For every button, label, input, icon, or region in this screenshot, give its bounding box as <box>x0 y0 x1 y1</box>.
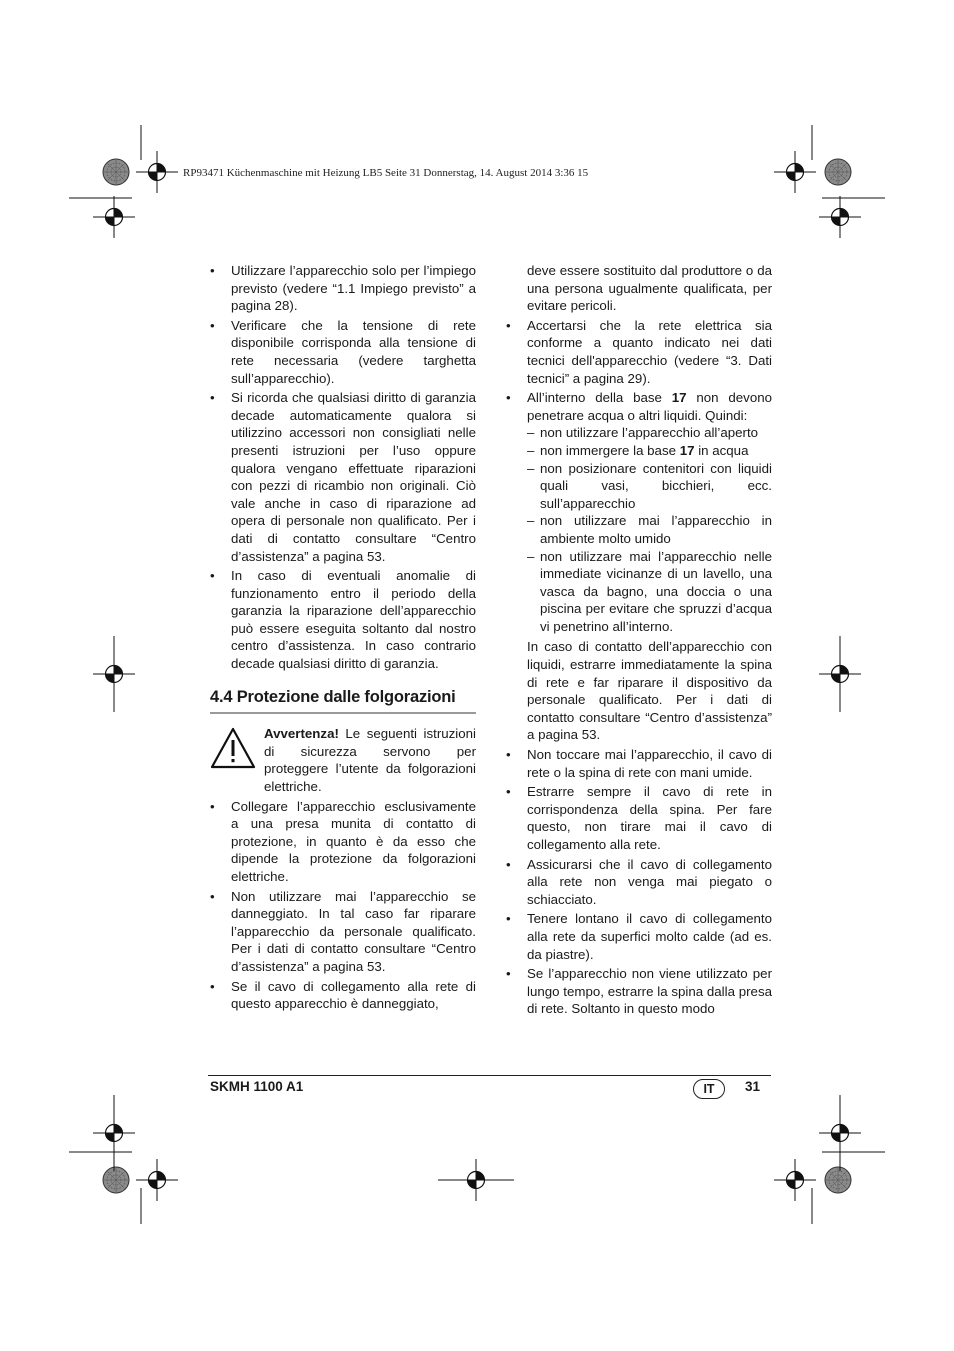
list-item: • Se il cavo di collegamento alla rete di questo apparecchio è danneggiato, <box>210 978 476 1013</box>
list-item: • Assicurarsi che il cavo di collegamento alla rete non venga mai piegato o schiacciato. <box>506 856 772 909</box>
contact-paragraph: In caso di contatto dell’apparecchio con liquidi, estrarre immediatamente la spina di rete e far riparare il dispositivo da personale qualificato. Per i dati di contatto consultare “Centro d’assistenza” a pagina 53. <box>527 639 772 743</box>
dash-item <box>527 442 772 460</box>
list-item-base <box>506 389 772 635</box>
bullet-list-top <box>210 262 476 673</box>
print-slug: RP93471 Küchenmaschine mit Heizung LB5 Seite 31 Donnerstag, 14. August 2014 3:36 15 <box>183 167 589 179</box>
list-item: • Non toccare mai l’apparecchio, il cavo di rete o la spina di rete con mani umide. <box>506 746 772 781</box>
base-number: 17 <box>671 390 687 406</box>
page-number: 31 <box>745 1079 761 1094</box>
dash-item: – non posizionare contenitori con liquidi quali vasi, bicchieri, ecc. sull’apparecchio <box>527 460 772 513</box>
language-badge: IT <box>693 1079 725 1099</box>
base-number: 17 <box>679 442 695 458</box>
list-item: • Si ricorda che qualsiasi diritto di garanzia decade automaticamente qualora si utilizzino accessori non consigliati nelle presenti istruzioni per l’uso oppure qualora vengano effettuate riparazioni con pezzi di ricambio non originali. Ciò vale anche in caso di riparazione ad opera di personale non qualificato. Per i dati di contatto consultare “Centro d’assistenza” a pagina 53. <box>210 389 476 565</box>
bullet-list-bottom <box>210 798 476 1013</box>
list-item: • In caso di eventuali anomalie di funzionamento entro il periodo della garanzia la riparazione dell’apparecchio può essere eseguita soltanto dal nostro centro d’assistenza. In caso contrario decade qualsiasi diritto di garanzia. <box>210 567 476 673</box>
dash-item: – non utilizzare mai l’apparecchio in ambiente molto umido <box>527 512 772 547</box>
bullet-list-right-b <box>506 746 772 1018</box>
continuation-text: deve essere sostituito dal produttore o da una persona ugualmente qualificata, per evitare pericoli. <box>527 263 772 314</box>
footer-divider <box>208 1075 771 1076</box>
warning-label: Avvertenza! <box>264 726 339 742</box>
list-item: • Verificare che la tensione di rete disponibile corrisponda alla tensione di rete necessaria (vedere targhetta sull’apparecchio). <box>210 317 476 387</box>
dash-text-post: in acqua <box>694 442 749 458</box>
warning-text: Le seguenti istruzioni di sicurezza servono per proteggere l’utente da folgorazioni elettriche. <box>264 726 476 795</box>
dash-item: – non utilizzare mai l’apparecchio nelle immediate vicinanze di un lavello, una vasca da bagno, una doccia o una piscina per evitare che spruzzi d’acqua vi penetrino all’interno. <box>527 548 772 636</box>
list-item: • Tenere lontano il cavo di collegamento alla rete da superfici molto calde (ad es. da piastre). <box>506 910 772 963</box>
list-item: • Se l’apparecchio non viene utilizzato per lungo tempo, estrarre la spina dalla presa di rete. Soltanto in questo modo <box>506 965 772 1018</box>
list-item: • Utilizzare l’apparecchio solo per l’impiego previsto (vedere “1.1 Impiego previsto” a pagina 28). <box>210 262 476 315</box>
base-text-post: non devono penetrare acqua o altri liquidi. Quindi: <box>527 390 772 423</box>
dash-item: – non utilizzare l’apparecchio all’aperto <box>527 424 772 442</box>
bullet-list-right-a <box>506 317 772 636</box>
list-item: • Accertarsi che la rete elettrica sia conforme a quanto indicato nei dati tecnici dell'apparecchio (vedere “3. Dati tecnici” a pagina 29). <box>506 317 772 387</box>
warning-box <box>210 725 476 795</box>
left-column <box>210 262 476 1015</box>
section-title: 4.4 Protezione dalle folgorazioni <box>210 689 476 715</box>
dash-list <box>527 424 772 635</box>
dash-text-pre: non immergere la base <box>540 442 680 458</box>
footer-model: SKMH 1100 A1 <box>210 1079 304 1094</box>
right-column <box>506 262 772 1020</box>
list-item: • Non utilizzare mai l’apparecchio se danneggiato. In tal caso far riparare l’apparecchio da personale qualificato. Per i dati di contatto consultare “Centro d’assistenza” a pagina 53. <box>210 888 476 976</box>
list-item: • Estrarre sempre il cavo di rete in corrispondenza della spina. Per fare questo, non tirare mai il cavo di collegamento alla rete. <box>506 783 772 853</box>
base-text-pre: All’interno della base <box>527 390 672 406</box>
list-item: • Collegare l’apparecchio esclusivamente a una presa munita di contatto di protezione, in quanto è da esso che dipende la protezione da folgorazioni elettriche. <box>210 798 476 886</box>
warning-triangle-icon <box>210 727 256 769</box>
